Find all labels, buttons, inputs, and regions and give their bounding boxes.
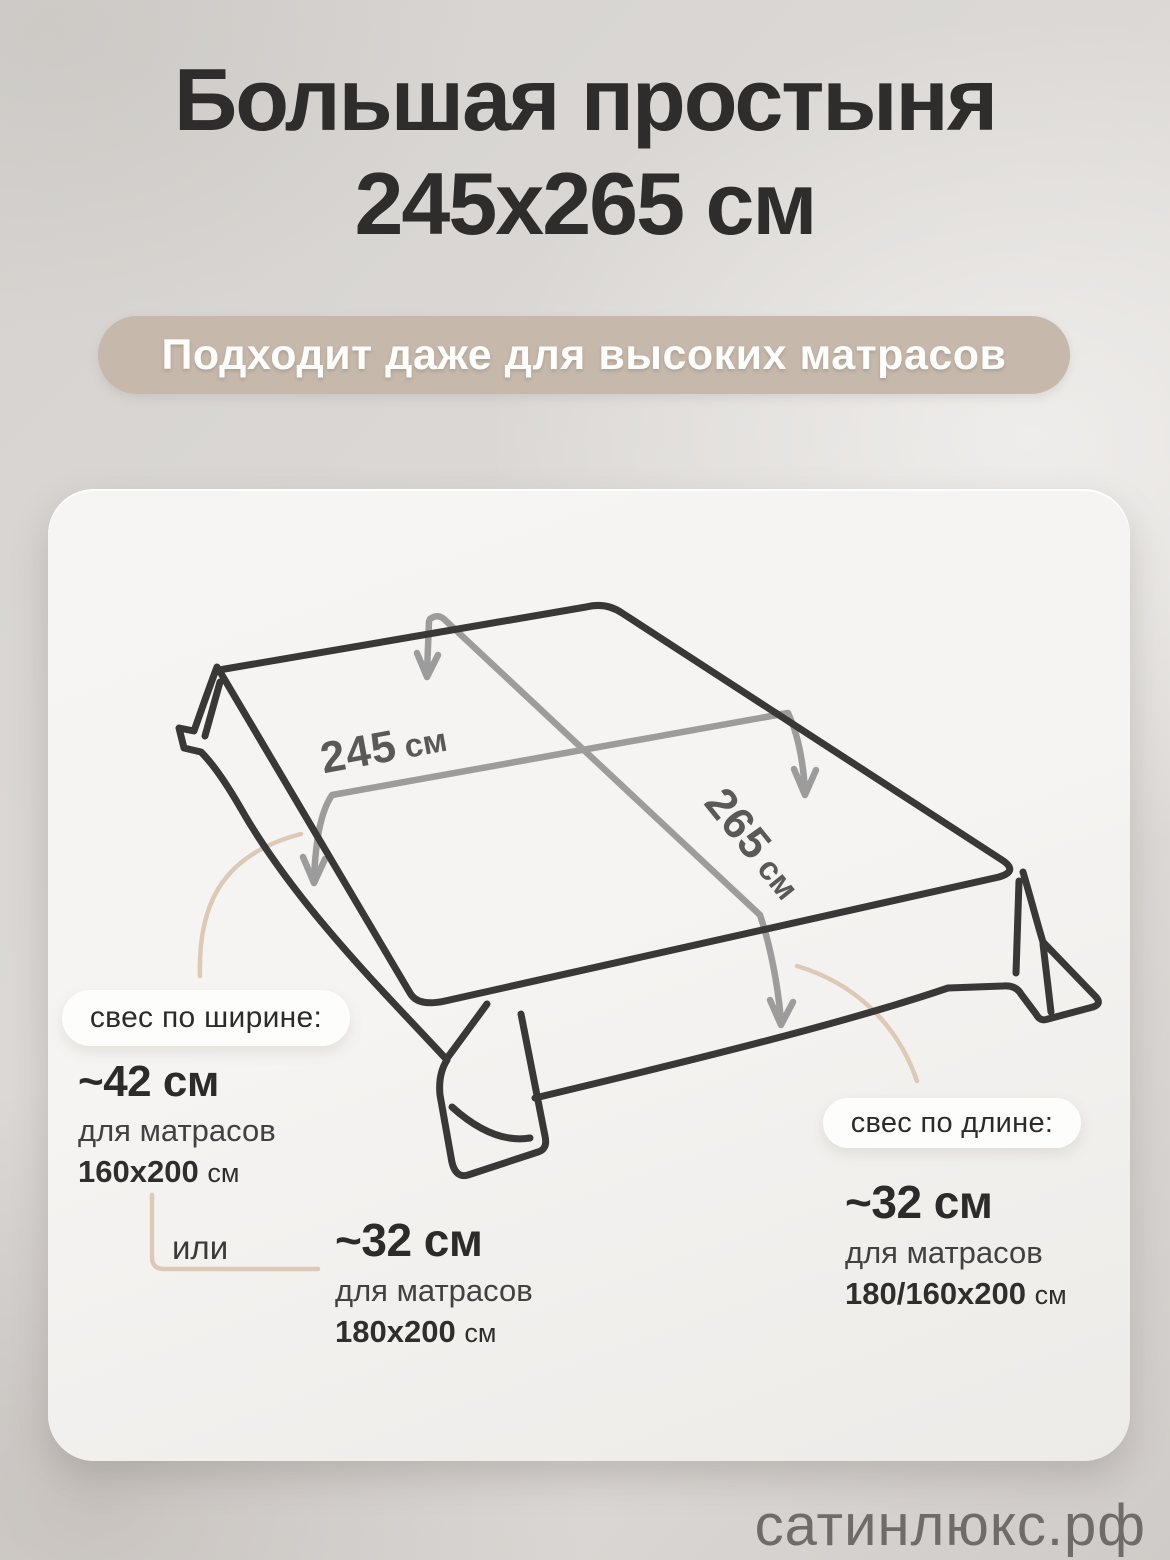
overhang-desc: для матрасов — [845, 1235, 1043, 1270]
width-overhang-callout — [78, 1057, 276, 1190]
right-callout-arrow — [797, 966, 917, 1081]
left-callout-arrow — [200, 834, 301, 976]
mattress-size-line — [78, 1154, 276, 1190]
page-title — [0, 48, 1170, 256]
right-flap-fold-1 — [1016, 881, 1019, 973]
length-overhang-callout — [845, 1175, 1067, 1312]
diagram-card — [48, 489, 1130, 1461]
width-value: 245 — [316, 721, 401, 784]
brand-watermark: сатинлюкс.рф — [754, 1493, 1146, 1558]
front-flap-curve — [452, 1107, 530, 1139]
sheet-illustration — [48, 489, 1130, 1461]
title-line2: 245х265 см — [354, 153, 816, 253]
mattress-size-line — [335, 1314, 533, 1350]
right-flap-fold-2 — [1043, 944, 1051, 1012]
overhang-value-42: ~42 см — [78, 1057, 219, 1106]
overhang-value-32-right: ~32 см — [845, 1176, 993, 1228]
mattress-size: 180х200 — [335, 1314, 456, 1349]
title-line1: Большая простыня — [173, 50, 997, 149]
subtitle-text: Подходит даже для высоких матрасов — [161, 330, 1007, 379]
mattress-size-unit: см — [207, 1158, 240, 1188]
right-flap-outline — [1023, 872, 1098, 1019]
width-overhang-alt-callout — [335, 1213, 533, 1350]
or-label: или — [172, 1229, 229, 1266]
length-value: 265 — [694, 778, 782, 870]
length-overhang-pill — [823, 1098, 1081, 1148]
width-unit: см — [401, 720, 450, 765]
mattress-size-unit: см — [1034, 1280, 1067, 1310]
front-flap-fold — [448, 1004, 487, 1057]
overhang-desc: для матрасов — [335, 1273, 533, 1308]
mattress-size-unit: см — [464, 1318, 497, 1348]
width-overhang-pill-text: свес по ширине: — [89, 1001, 323, 1034]
subtitle-badge — [98, 316, 1070, 394]
width-overhang-pill — [62, 990, 350, 1046]
mattress-size-line — [845, 1276, 1067, 1312]
overhang-desc: для матрасов — [78, 1113, 276, 1148]
length-unit: см — [750, 850, 807, 907]
mattress-size: 180/160х200 — [845, 1276, 1027, 1311]
length-overhang-pill-text: свес по длине: — [850, 1106, 1054, 1139]
overhang-value-32-mid: ~32 см — [335, 1214, 483, 1266]
mattress-size: 160х200 — [78, 1154, 199, 1189]
